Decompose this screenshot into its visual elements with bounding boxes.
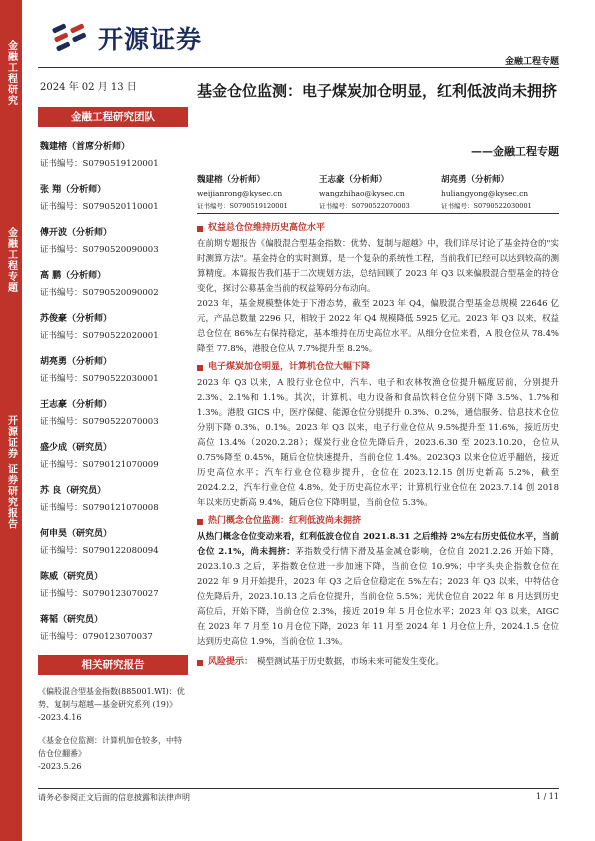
author-email[interactable]: wangzhihao@kysec.cn (319, 189, 405, 198)
sidebar-label-bottom: 开源证券 证券研究报告 (0, 375, 22, 841)
member-cert-id: 证书编号：S0790522070003 (40, 417, 159, 427)
member-cert-id: 证书编号：S0790121070009 (40, 460, 159, 470)
team-member (38, 612, 188, 642)
footer-disclaimer: 请务必参阅正文后面的信息披露和法律声明 (38, 793, 190, 802)
paragraph-text: 茅指数受行情下滑及基金减仓影响，仓位自 2021.2.26 开始下降，2023.10.3 之后，茅指数仓位进一步加速下降，当前仓位 10.9%；中字头央企指数仓位在 2022 年 9 月开始提升，2023 年 Q3 之后仓位稳定在 5%左右；2023 年 Q3 以来，中特估仓位先降后升，2023.10.13 之后仓位提升，当前仓位 5.5%；光伏仓位自 2022 年 8 月达到历史高位后，开始下降，当前仓位 2.3%，接近 2019 年 5 月仓位水平；2023 年 Q3 以来，AIGC 在 2023 年 7 月至 10 月仓位下降，2023 年 11 月至 2024 年 1 月仓位上升，2024.1.5 仓位达到历史高位 1.9%，当前仓位 1.3%。 (197, 547, 560, 647)
author-name: 魏建榕（分析师） (197, 175, 266, 185)
author-email[interactable]: weijianrong@kysec.cn (197, 189, 283, 198)
member-cert-id: 证书编号：S0790520090002 (40, 288, 159, 298)
report-subtitle: ——金融工程专题 (471, 145, 559, 158)
team-member (38, 440, 188, 470)
team-member (38, 311, 188, 341)
report-type-tag: 金融工程专题 (504, 57, 559, 67)
author-cert-id: 证书编号：S0790522070003 (319, 202, 410, 210)
report-body (197, 221, 559, 671)
member-name: 胡亮勇（分析师） (40, 357, 113, 367)
related-report-link[interactable] (38, 685, 188, 724)
member-name: 傅开波（分析师） (40, 228, 113, 238)
member-cert-id: 证书编号：S0790522030001 (40, 374, 159, 384)
author-cert-id: 证书编号：S0790522030001 (441, 202, 532, 210)
lead-sentence: 从热门概念仓位变动来看，红利低波仓位自 2021.8.31 之后维持 2%左右历史低位水平，当前仓位 2.1%，尚未拥挤： (197, 532, 559, 557)
brand-logo-icon (50, 22, 92, 54)
author-cert-id: 证书编号：S0790519120001 (197, 202, 288, 210)
member-name: 魏建榕（首席分析师） (40, 142, 131, 152)
footer-rule (38, 788, 559, 789)
section (197, 360, 559, 511)
brand-logo (50, 20, 202, 56)
member-name: 高 鹏（分析师） (40, 271, 107, 281)
paragraph: 在前期专题报告《偏股混合型基金指数：优势、复制与超越》中，我们详尽讨论了基金持仓的"实时测算方法"。基金持仓的实时测算，是一个复杂的系统性工程，当前我们已经可以达到较高的测算精度。本篇报告我们基于二次规划方法，总结回顾了 2023 年 Q3 以来偏股混合型基金的持仓变化，探讨公募基金当前的权益筹码分布动向。 (197, 239, 559, 294)
paragraph: 2023 年，基金规模整体处于下滑态势，截至 2023 年 Q4，偏股混合型基金总规模 22646 亿元，产品总数量 2296 只，相较于 2022 年 Q4 规模降低 5925 亿元。2023 年 Q3 以来，权益总仓位在 86%左右保持稳定，基本维持在历史高位水平。从细分仓位来看，A 股仓位从 78.4%降至 77.8%，港股仓位从 7.7%提升至 8.2%。 (197, 299, 560, 354)
square-bullet-icon (197, 365, 203, 371)
team-member (38, 354, 188, 384)
paragraph (197, 530, 559, 650)
member-cert-id: 证书编号：S0790121070008 (40, 503, 159, 513)
member-name: 蒋韬（研究员） (40, 615, 104, 625)
team-member (38, 397, 188, 427)
member-cert-id: 证书编号：S0790519120001 (40, 159, 159, 169)
author-card (441, 173, 559, 210)
team-member (38, 483, 188, 513)
risk-text: 模型测试基于历史数据，市场未来可能发生变化。 (257, 657, 445, 667)
related-report-date: -2023.5.26 (38, 762, 82, 771)
member-cert-id: 证书编号：S0790520090003 (40, 245, 159, 255)
related-report-title: 《偏股混合型基金指数(885001.WI)：优势、复制与超越—基金研究系列 (19)》 (38, 687, 185, 709)
square-bullet-icon (197, 519, 203, 525)
author-email[interactable]: huliangyong@kysec.cn (441, 189, 529, 198)
member-cert-id: 证书编号：0790123070037 (40, 632, 153, 642)
member-name: 张 翔（分析师） (40, 185, 107, 195)
section-heading: 热门概念仓位监测：红利低波尚未拥挤 (197, 514, 559, 529)
member-name: 王志豪（分析师） (40, 400, 113, 410)
team-member (38, 569, 188, 599)
team-member (38, 526, 188, 556)
sidebar-label-top: 金融工程研究 (0, 0, 22, 145)
team-title: 金融工程研究团队 (38, 107, 188, 127)
square-bullet-icon (197, 660, 203, 666)
report-date: 2024 年 02 月 13 日 (40, 82, 137, 93)
sidebar-label-middle: 金融工程专题 (0, 145, 22, 375)
section (197, 514, 559, 650)
section (197, 655, 559, 670)
team-member (38, 225, 188, 255)
section-heading: 电子煤炭加仓明显，计算机仓位大幅下降 (197, 360, 559, 375)
page-number: 1 / 11 (535, 792, 559, 801)
paragraph: 2023 年 Q3 以来，A 股行业仓位中，汽车、电子和农林牧渔仓位提升幅度居前，分别提升 2.3%、2.1%和 1.1%。其次，计算机、电力设备和食品饮料仓位分别下降 3.5%、1.7%和 1.3%。港股 GICS 中，医疗保健、能源仓位分别提升 0.3%、0.2%，通信服务、信息技术仓位分别下降 0.3%、0.1%。2023 年 Q3 以来，电子行业仓位从 9.5%提升至 11.6%，接近历史高位 13.4%（2020.2.28）；煤炭行业仓位先降后升，2023.6.30 至 2023.10.20，仓位从 0.75%降至 0.45%，随后仓位快速提升，当前仓位 1.4%。2023Q3 以来仓位近乎翻倍，接近历史高位水平；汽车行业仓位稳步提升，仓位在 2023.12.15 创历史新高 5.2%，截至 2024.2.2，汽车行业仓位 4.8%，处于历史高位水平；计算机行业仓位在 2023.7.14 创 2018 年以来历史新高 9.4%，随后仓位下降明显，当前仓位 5.3%。 (197, 378, 559, 508)
related-reports-title: 相关研究报告 (38, 655, 188, 675)
related-report-date: -2023.4.16 (38, 713, 82, 722)
team-member (38, 182, 188, 212)
author-list (197, 173, 559, 210)
header-rule (38, 67, 559, 68)
author-card (319, 173, 437, 210)
member-name: 盛少成（研究员） (40, 443, 113, 453)
report-title: 基金仓位监测：电子煤炭加仓明显，红利低波尚未拥挤 (197, 82, 558, 100)
member-cert-id: 证书编号：S0790520110001 (40, 202, 159, 212)
related-report-title: 《基金仓位监测：计算机加仓较多，中特估仓位翻番》 (38, 736, 182, 758)
author-name: 胡亮勇（分析师） (441, 175, 510, 185)
member-cert-id: 证书编号：S0790123070027 (40, 589, 159, 599)
left-column (38, 78, 188, 783)
authors-rule (197, 213, 559, 214)
section-heading: 风险提示： 模型测试基于历史数据，市场未来可能发生变化。 (197, 655, 559, 670)
member-name: 苏俊豪（分析师） (40, 314, 113, 324)
section-heading: 权益总仓位维持历史高位水平 (197, 221, 559, 236)
member-name: 陈威（研究员） (40, 572, 104, 582)
team-member (38, 139, 188, 169)
author-card (197, 173, 315, 210)
member-cert-id: 证书编号：S0790122080094 (40, 546, 159, 556)
member-name: 苏 良（研究员） (40, 486, 107, 496)
author-name: 王志豪（分析师） (319, 175, 388, 185)
square-bullet-icon (197, 226, 203, 232)
member-cert-id: 证书编号：S0790522020001 (40, 331, 159, 341)
related-report-link[interactable] (38, 734, 188, 773)
section (197, 221, 559, 357)
member-name: 何申昊（研究员） (40, 529, 113, 539)
team-member (38, 268, 188, 298)
brand-name: 开源证券 (98, 25, 203, 54)
